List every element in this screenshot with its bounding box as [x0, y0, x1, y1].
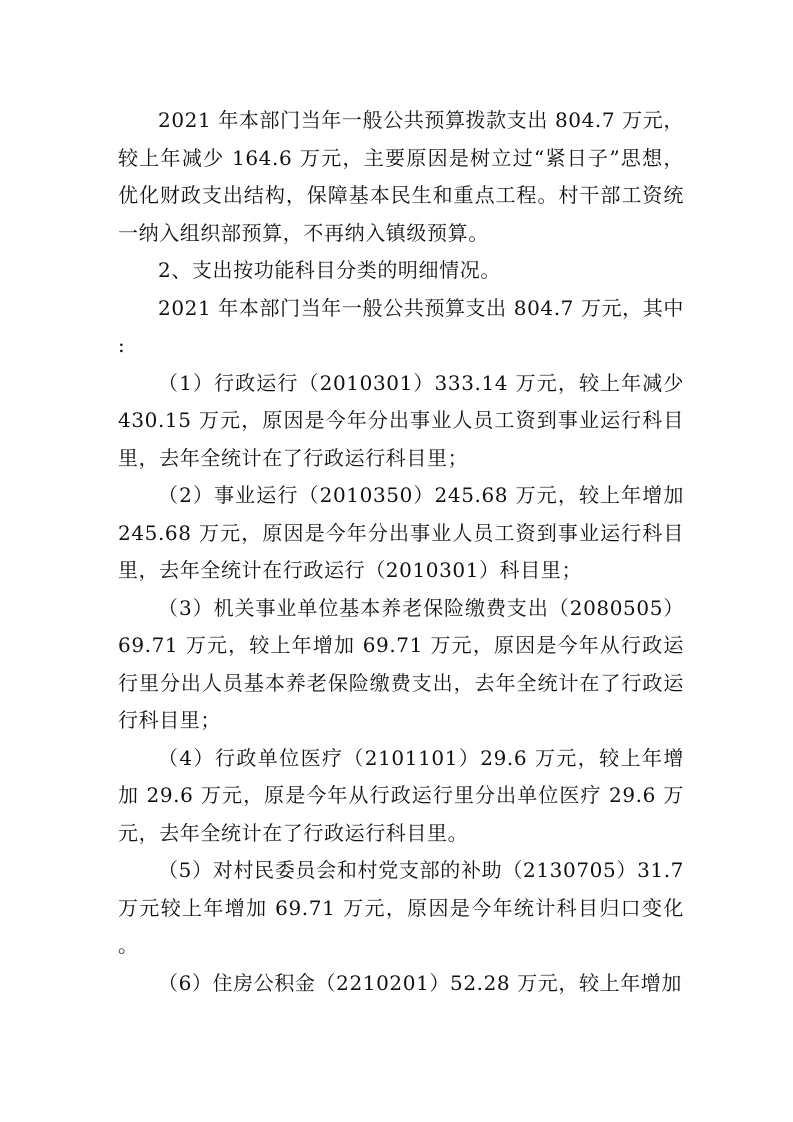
- paragraph-section-heading: 2、支出按功能科目分类的明细情况。: [158, 258, 501, 282]
- paragraph-item-2-public-institutions: （2）事业运行（2010350）245.68 万元，较上年增加 245.68 万元，原因是今年分出事业人员工资到事业运行科目里，去年全统计在行政运行（2010301）科目里；: [118, 483, 684, 582]
- paragraph-item-1-administration: （1）行政运行（2010301）333.14 万元，较上年减少 430.15 万元，原因是今年分出事业人员工资到事业运行科目里，去年全统计在了行政运行科目里；: [118, 370, 684, 470]
- document-body: [118, 102, 684, 1002]
- paragraph-item-3-pension-insurance: （3）机关事业单位基本养老保险缴费支出（2080505）69.71 万元，较上年增加 69.71 万元，原因是今年从行政运行里分出人员基本养老保险缴费支出，去年全统计在了行政运行科目里；: [118, 595, 684, 732]
- paragraph-expenditure-total: 2021 年本部门当年一般公共预算支出 804.7 万元，其中:: [118, 295, 684, 357]
- paragraph-budget-summary: 2021 年本部门当年一般公共预算拨款支出 804.7 万元，较上年减少 164.6 万元，主要原因是树立过“紧日子”思想，优化财政支出结构，保障基本民生和重点工程。村干部工资统一纳入组织部预算，不再纳入镇级预算。: [118, 108, 684, 245]
- paragraph-item-4-medical: （4）行政单位医疗（2101101）29.6 万元，较上年增加 29.6 万元，原是今年从行政运行里分出单位医疗 29.6 万元，去年全统计在了行政运行科目里。: [118, 745, 684, 845]
- paragraph-item-6-housing-fund: （6）住房公积金（2210201）52.28 万元，较上年增加: [158, 970, 683, 995]
- paragraph-item-5-village-subsidy: （5）对村民委员会和村党支部的补助（2130705）31.7 万元较上年增加 69.71 万元，原因是今年统计科目归口变化。: [118, 858, 684, 957]
